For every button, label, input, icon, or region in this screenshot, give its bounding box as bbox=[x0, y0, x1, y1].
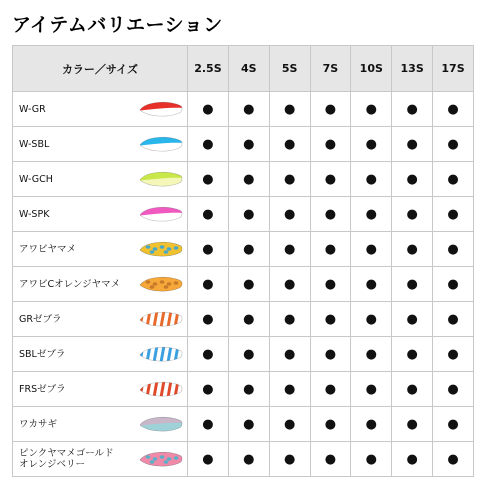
availability-cell bbox=[269, 92, 310, 127]
availability-cell bbox=[228, 162, 269, 197]
availability-cell bbox=[392, 267, 433, 302]
availability-cell bbox=[433, 302, 474, 337]
availability-cell bbox=[351, 162, 392, 197]
availability-cell bbox=[433, 267, 474, 302]
availability-cell bbox=[392, 302, 433, 337]
availability-dot: ● bbox=[243, 206, 255, 222]
availability-dot: ● bbox=[365, 241, 377, 257]
availability-dot: ● bbox=[406, 136, 418, 152]
availability-dot: ● bbox=[365, 381, 377, 397]
size-header: 2.5S bbox=[188, 46, 229, 92]
availability-dot: ● bbox=[406, 171, 418, 187]
spoon-lure-image bbox=[136, 203, 184, 225]
availability-dot: ● bbox=[283, 381, 296, 397]
availability-dot: ● bbox=[365, 101, 377, 117]
availability-dot: ● bbox=[406, 381, 418, 397]
availability-cell bbox=[228, 127, 269, 162]
availability-dot: ● bbox=[202, 311, 214, 327]
availability-cell bbox=[392, 197, 433, 232]
size-header: 17S bbox=[433, 46, 474, 92]
availability-dot: ● bbox=[283, 416, 296, 432]
availability-dot: ● bbox=[202, 346, 214, 362]
availability-dot: ● bbox=[365, 346, 377, 362]
availability-dot: ● bbox=[447, 381, 459, 397]
availability-cell bbox=[269, 337, 310, 372]
availability-dot: ● bbox=[406, 416, 418, 432]
size-header: 13S bbox=[392, 46, 433, 92]
availability-dot: ● bbox=[202, 451, 214, 467]
availability-cell bbox=[269, 197, 310, 232]
availability-cell bbox=[433, 407, 474, 442]
size-header: 10S bbox=[351, 46, 392, 92]
availability-cell bbox=[188, 407, 229, 442]
availability-cell bbox=[310, 197, 351, 232]
availability-dot: ● bbox=[447, 451, 459, 467]
availability-dot: ● bbox=[447, 416, 459, 432]
availability-dot: ● bbox=[202, 381, 214, 397]
table-body bbox=[13, 92, 474, 477]
availability-cell bbox=[269, 302, 310, 337]
availability-cell bbox=[351, 267, 392, 302]
color-name: アワビCオレンジヤマメ bbox=[13, 267, 133, 302]
availability-dot: ● bbox=[324, 346, 337, 362]
availability-cell bbox=[228, 92, 269, 127]
availability-dot: ● bbox=[283, 276, 296, 292]
color-name: W-SBL bbox=[13, 127, 133, 162]
availability-dot: ● bbox=[406, 101, 418, 117]
availability-dot: ● bbox=[243, 416, 255, 432]
availability-cell bbox=[269, 372, 310, 407]
table-row bbox=[13, 197, 474, 232]
availability-cell bbox=[269, 127, 310, 162]
color-name: GRゼブラ bbox=[13, 302, 133, 337]
availability-dot: ● bbox=[283, 206, 296, 222]
availability-cell bbox=[310, 302, 351, 337]
size-header: 5S bbox=[269, 46, 310, 92]
availability-dot: ● bbox=[243, 311, 255, 327]
availability-dot: ● bbox=[324, 206, 337, 222]
availability-cell bbox=[310, 232, 351, 267]
size-header: 7S bbox=[310, 46, 351, 92]
availability-dot: ● bbox=[406, 311, 418, 327]
availability-dot: ● bbox=[406, 346, 418, 362]
availability-dot: ● bbox=[202, 276, 214, 292]
availability-cell bbox=[228, 197, 269, 232]
availability-dot: ● bbox=[243, 381, 255, 397]
availability-dot: ● bbox=[243, 101, 255, 117]
color-name: アワビヤマメ bbox=[13, 232, 133, 267]
availability-cell bbox=[433, 372, 474, 407]
availability-dot: ● bbox=[324, 241, 337, 257]
availability-cell bbox=[351, 442, 392, 477]
table-row bbox=[13, 92, 474, 127]
availability-cell bbox=[269, 162, 310, 197]
availability-dot: ● bbox=[202, 206, 214, 222]
availability-dot: ● bbox=[243, 171, 255, 187]
availability-dot: ● bbox=[365, 136, 377, 152]
color-swatch-cell bbox=[133, 197, 188, 232]
availability-dot: ● bbox=[283, 451, 296, 467]
availability-dot: ● bbox=[283, 136, 296, 152]
availability-cell bbox=[351, 197, 392, 232]
availability-dot: ● bbox=[447, 136, 459, 152]
variation-table bbox=[12, 45, 474, 477]
table-row bbox=[13, 232, 474, 267]
availability-dot: ● bbox=[447, 171, 459, 187]
availability-dot: ● bbox=[365, 416, 377, 432]
availability-dot: ● bbox=[447, 241, 459, 257]
availability-dot: ● bbox=[283, 101, 296, 117]
table-row bbox=[13, 162, 474, 197]
color-swatch-cell bbox=[133, 232, 188, 267]
availability-dot: ● bbox=[202, 171, 214, 187]
spoon-lure-image bbox=[136, 98, 184, 120]
availability-dot: ● bbox=[447, 206, 459, 222]
availability-dot: ● bbox=[365, 206, 377, 222]
availability-cell bbox=[310, 162, 351, 197]
availability-cell bbox=[310, 92, 351, 127]
availability-cell bbox=[228, 407, 269, 442]
availability-dot: ● bbox=[243, 136, 255, 152]
color-swatch-cell bbox=[133, 372, 188, 407]
table-row bbox=[13, 337, 474, 372]
availability-dot: ● bbox=[243, 276, 255, 292]
availability-cell bbox=[269, 442, 310, 477]
availability-cell bbox=[228, 337, 269, 372]
color-swatch-cell bbox=[133, 92, 188, 127]
availability-cell bbox=[188, 267, 229, 302]
availability-cell bbox=[228, 267, 269, 302]
availability-cell bbox=[310, 127, 351, 162]
availability-cell bbox=[392, 232, 433, 267]
color-name: SBLゼブラ bbox=[13, 337, 133, 372]
availability-cell bbox=[269, 232, 310, 267]
table-row bbox=[13, 407, 474, 442]
availability-cell bbox=[188, 162, 229, 197]
availability-cell bbox=[269, 407, 310, 442]
availability-cell bbox=[351, 407, 392, 442]
availability-cell bbox=[392, 407, 433, 442]
spoon-lure-image bbox=[136, 168, 184, 190]
color-swatch-cell bbox=[133, 337, 188, 372]
availability-cell bbox=[433, 127, 474, 162]
availability-cell bbox=[188, 92, 229, 127]
spoon-lure-image bbox=[136, 448, 184, 470]
availability-dot: ● bbox=[324, 171, 337, 187]
availability-cell bbox=[269, 267, 310, 302]
spoon-lure-image bbox=[136, 413, 184, 435]
color-name: W-SPK bbox=[13, 197, 133, 232]
availability-dot: ● bbox=[243, 451, 255, 467]
availability-cell bbox=[351, 232, 392, 267]
availability-cell bbox=[188, 127, 229, 162]
color-name: ワカサギ bbox=[13, 407, 133, 442]
availability-cell bbox=[228, 302, 269, 337]
availability-cell bbox=[433, 232, 474, 267]
color-name: W-GCH bbox=[13, 162, 133, 197]
availability-dot: ● bbox=[447, 311, 459, 327]
availability-dot: ● bbox=[202, 416, 214, 432]
availability-cell bbox=[433, 442, 474, 477]
availability-dot: ● bbox=[324, 101, 337, 117]
availability-cell bbox=[188, 197, 229, 232]
availability-cell bbox=[310, 267, 351, 302]
availability-cell bbox=[392, 162, 433, 197]
availability-cell bbox=[392, 337, 433, 372]
availability-cell bbox=[392, 372, 433, 407]
availability-cell bbox=[351, 337, 392, 372]
availability-cell bbox=[351, 127, 392, 162]
availability-dot: ● bbox=[283, 171, 296, 187]
availability-cell bbox=[351, 372, 392, 407]
color-swatch-cell bbox=[133, 127, 188, 162]
availability-dot: ● bbox=[324, 311, 337, 327]
availability-dot: ● bbox=[365, 451, 377, 467]
availability-cell bbox=[188, 302, 229, 337]
availability-dot: ● bbox=[283, 241, 296, 257]
color-swatch-cell bbox=[133, 267, 188, 302]
availability-dot: ● bbox=[447, 101, 459, 117]
availability-cell bbox=[392, 127, 433, 162]
availability-cell bbox=[351, 92, 392, 127]
table-header-row bbox=[13, 46, 474, 92]
availability-dot: ● bbox=[243, 241, 255, 257]
color-name: W-GR bbox=[13, 92, 133, 127]
color-size-header: カラー／サイズ bbox=[13, 46, 188, 92]
availability-cell bbox=[433, 162, 474, 197]
availability-cell bbox=[433, 197, 474, 232]
availability-cell bbox=[228, 232, 269, 267]
availability-cell bbox=[228, 372, 269, 407]
color-swatch-cell bbox=[133, 407, 188, 442]
size-header: 4S bbox=[228, 46, 269, 92]
availability-dot: ● bbox=[365, 171, 377, 187]
availability-cell bbox=[310, 407, 351, 442]
availability-dot: ● bbox=[324, 136, 337, 152]
availability-dot: ● bbox=[406, 451, 418, 467]
color-name: ピンクヤマメゴールド オレンジベリー bbox=[13, 442, 133, 477]
availability-dot: ● bbox=[447, 276, 459, 292]
availability-cell bbox=[433, 92, 474, 127]
availability-cell bbox=[310, 372, 351, 407]
availability-dot: ● bbox=[243, 346, 255, 362]
availability-dot: ● bbox=[447, 346, 459, 362]
spoon-lure-image bbox=[136, 343, 184, 365]
availability-cell bbox=[188, 232, 229, 267]
availability-cell bbox=[188, 442, 229, 477]
availability-dot: ● bbox=[406, 206, 418, 222]
availability-cell bbox=[310, 337, 351, 372]
table-row bbox=[13, 302, 474, 337]
availability-cell bbox=[392, 442, 433, 477]
availability-cell bbox=[310, 442, 351, 477]
spoon-lure-image bbox=[136, 273, 184, 295]
availability-cell bbox=[433, 337, 474, 372]
availability-dot: ● bbox=[283, 346, 296, 362]
availability-cell bbox=[351, 302, 392, 337]
availability-dot: ● bbox=[202, 136, 214, 152]
availability-dot: ● bbox=[324, 276, 337, 292]
table-row bbox=[13, 267, 474, 302]
table-row bbox=[13, 372, 474, 407]
page-title: アイテムバリエーション bbox=[12, 14, 223, 36]
availability-dot: ● bbox=[324, 451, 337, 467]
availability-dot: ● bbox=[406, 276, 418, 292]
spoon-lure-image bbox=[136, 238, 184, 260]
availability-cell bbox=[228, 442, 269, 477]
availability-dot: ● bbox=[202, 101, 214, 117]
color-swatch-cell bbox=[133, 162, 188, 197]
color-name: FRSゼブラ bbox=[13, 372, 133, 407]
availability-dot: ● bbox=[283, 311, 296, 327]
availability-dot: ● bbox=[202, 241, 214, 257]
table-row bbox=[13, 127, 474, 162]
availability-dot: ● bbox=[324, 416, 337, 432]
availability-dot: ● bbox=[365, 276, 377, 292]
availability-cell bbox=[392, 92, 433, 127]
availability-cell bbox=[188, 372, 229, 407]
spoon-lure-image bbox=[136, 133, 184, 155]
availability-dot: ● bbox=[365, 311, 377, 327]
spoon-lure-image bbox=[136, 308, 184, 330]
availability-cell bbox=[188, 337, 229, 372]
color-swatch-cell bbox=[133, 442, 188, 477]
availability-dot: ● bbox=[324, 381, 337, 397]
spoon-lure-image bbox=[136, 378, 184, 400]
availability-dot: ● bbox=[406, 241, 418, 257]
color-swatch-cell bbox=[133, 302, 188, 337]
table-row bbox=[13, 442, 474, 477]
